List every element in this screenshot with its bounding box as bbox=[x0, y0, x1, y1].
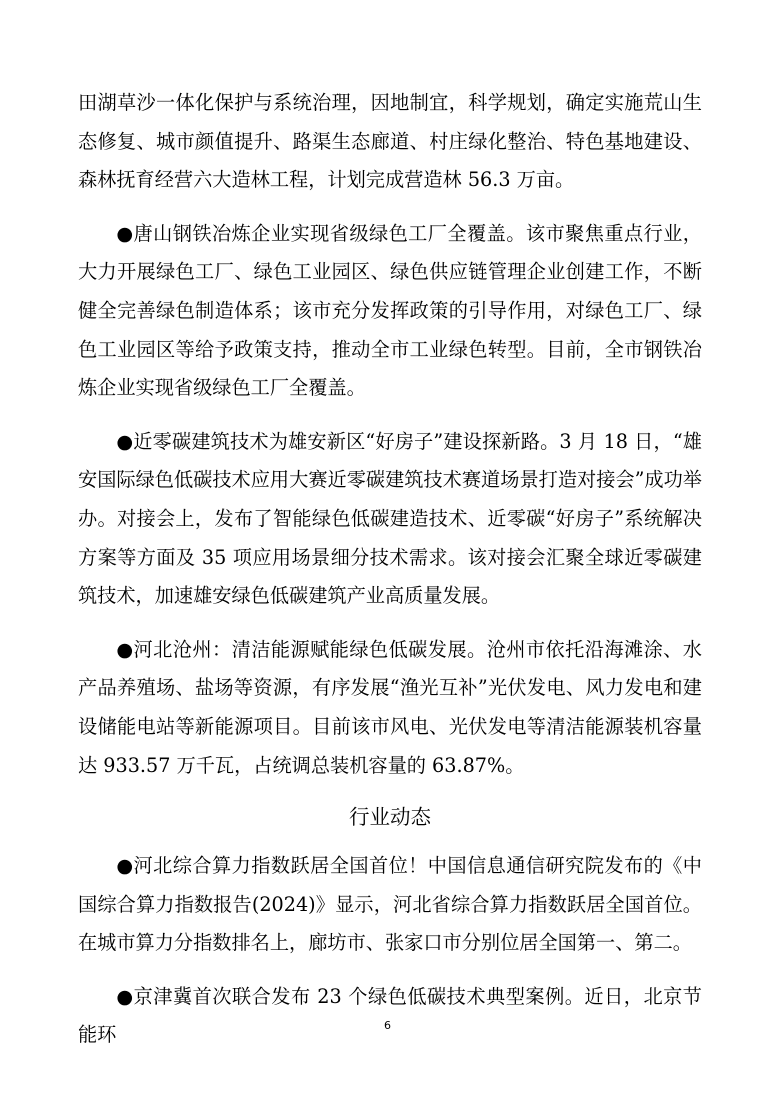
paragraph-hebei-computing-index: ●河北综合算力指数跃居全国首位！中国信息通信研究院发布的《中国综合算力指数报告(2024)》显示，河北省综合算力指数跃居全国首位。在城市算力分指数排名上，廊坊市、张家口市分别位居全国第一、第二。 bbox=[78, 854, 702, 955]
section-title-industry-news: 行业动态 bbox=[349, 805, 431, 830]
page-number: 6 bbox=[384, 1019, 391, 1032]
paragraph-jingjinji-low-carbon-cases: ●京津冀首次联合发布 23 个绿色低碳技术典型案例。近日，北京节能环 bbox=[78, 984, 702, 1047]
paragraph-tangshan-green-factory: ●唐山钢铁冶炼企业实现省级绿色工厂全覆盖。该市聚焦重点行业，大力开展绿色工厂、绿色工业园区、绿色供应链管理企业创建工作，不断健全完善绿色制造体系；该市充分发挥政策的引导作用，对绿色工厂、绿色工业园区等给予政策支持，推动全市工业绿色转型。目前，全市钢铁冶炼企业实现省级绿色工厂全覆盖。 bbox=[78, 221, 702, 400]
paragraph-xiongan-near-zero-carbon: ●近零碳建筑技术为雄安新区“好房子”建设探新路。3 月 18 日，“雄安国际绿色低碳技术应用大赛近零碳建筑技术赛道场景打造对接会”成功举办。对接会上，发布了智能绿色低碳建造技术、近零碳“好房子”系统解决方案等方面及 35 项应用场景细分技术需求。该对接会汇聚全球近零碳建筑技术，加速雄安绿色低碳建筑产业高质量发展。 bbox=[78, 429, 702, 608]
page-content bbox=[78, 84, 702, 1070]
paragraph-cangzhou-clean-energy: ●河北沧州：清洁能源赋能绿色低碳发展。沧州市依托沿海滩涂、水产品养殖场、盐场等资源，有序发展“渔光互补”光伏发电、风力发电和建设储能电站等新能源项目。目前该市风电、光伏发电等清洁能源装机容量达 933.57 万千瓦，占统调总装机容量的 63.87%。 bbox=[78, 637, 702, 777]
paragraph-afforestation: 田湖草沙一体化保护与系统治理，因地制宜，科学规划，确定实施荒山生态修复、城市颜值提升、路渠生态廊道、村庄绿化整治、特色基地建设、森林抚育经营六大造林工程，计划完成营造林 56.3 万亩。 bbox=[78, 91, 702, 192]
